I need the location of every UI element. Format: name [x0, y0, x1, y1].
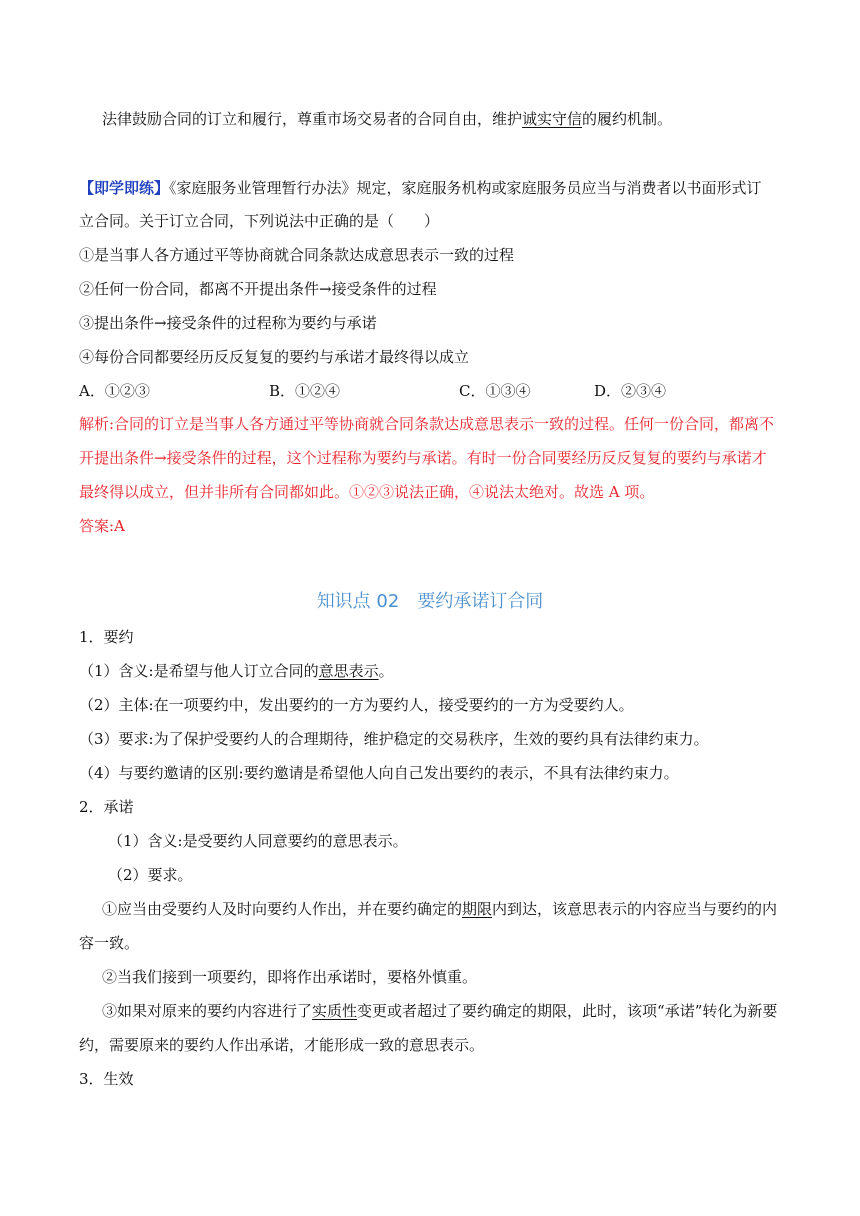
offer-definition-end: 。	[378, 662, 394, 680]
requirement-3-term: 实质性	[312, 1002, 358, 1020]
analysis-line-2: 开提出条件→接受条件的过程，这个过程称为要约与承诺。有时一份合同要经历反反复复的要约与承诺才	[79, 449, 767, 467]
requirement-3-line-2: 约，需要原来的要约人作出承诺，才能形成一致的意思表示。	[79, 1036, 485, 1054]
effect-title: 3．生效	[79, 1070, 134, 1088]
intro-underlined-term: 诚实守信	[522, 110, 583, 128]
acceptance-requirement: （2）要求。	[108, 866, 193, 884]
answer-line: 答案:A	[79, 517, 125, 535]
intro-text-end: 的履约机制。	[582, 110, 673, 128]
exercise-item-1: ①是当事人各方通过平等协商就合同条款达成意思表示一致的过程	[79, 246, 515, 264]
intro-paragraph	[102, 108, 672, 130]
requirement-3-text: ③如果对原来的要约内容进行了	[102, 1002, 313, 1020]
option-d: D．②③④	[594, 382, 667, 400]
requirement-2: ②当我们接到一项要约，即将作出承诺时，要格外慎重。	[102, 968, 478, 986]
exercise-item-2: ②任何一份合同，都离不开提出条件→接受条件的过程	[79, 280, 437, 298]
offer-definition-text: （1）含义:是希望与他人订立合同的	[79, 662, 319, 680]
exercise-question-text-1: 《家庭服务业管理暂行办法》规定，家庭服务机构或家庭服务员应当与消费者以书面形式订	[169, 179, 762, 197]
offer-definition-term: 意思表示	[318, 662, 379, 680]
option-b: B．①②④	[269, 382, 341, 400]
option-a: A．①②③	[79, 382, 150, 400]
requirement-3-text-end: 变更或者超过了要约确定的期限，此时，该项“承诺”转化为新要	[357, 1002, 778, 1020]
exercise-question-line-2: 立合同。关于订立合同，下列说法中正确的是（ ）	[79, 212, 440, 230]
analysis-line-3: 最终得以成立，但并非所有合同都如此。①②③说法正确，④说法太绝对。故选 A 项。	[79, 483, 655, 501]
intro-text: 法律鼓励合同的订立和履行，尊重市场交易者的合同自由，维护	[102, 110, 523, 128]
offer-difference: （4）与要约邀请的区别:要约邀请是希望他人向自己发出要约的表示，不具有法律约束力。	[79, 764, 679, 782]
exercise-tag: 【即学即练】	[79, 179, 170, 197]
exercise-item-3: ③提出条件→接受条件的过程称为要约与承诺	[79, 314, 377, 332]
requirement-1-text: ①应当由受要约人及时向要约人作出，并在要约确定的	[102, 900, 463, 918]
requirement-1-text-end: 内到达，该意思表示的内容应当与要约的内	[492, 900, 778, 918]
offer-definition	[79, 660, 394, 682]
acceptance-title: 2．承诺	[79, 798, 134, 816]
requirement-1-line-2: 容一致。	[79, 934, 140, 952]
offer-subject: （2）主体:在一项要约中，发出要约的一方为要约人，接受要约的一方为受要约人。	[79, 696, 634, 714]
requirement-1-line-1	[102, 898, 777, 920]
exercise-question-line-1	[79, 177, 762, 199]
acceptance-definition: （1）含义:是受要约人同意要约的意思表示。	[108, 832, 408, 850]
requirement-3-line-1	[102, 1000, 777, 1022]
option-c: C．①③④	[459, 382, 531, 400]
exercise-item-4: ④每份合同都要经历反反复复的要约与承诺才最终得以成立	[79, 348, 470, 366]
section-heading: 知识点 02 要约承诺订合同	[316, 591, 544, 612]
requirement-1-term: 期限	[462, 900, 493, 918]
offer-requirement: （3）要求:为了保护受要约人的合理期待，维护稳定的交易秩序，生效的要约具有法律约束力。	[79, 730, 709, 748]
offer-title: 1．要约	[79, 628, 134, 646]
analysis-line-1: 解析:合同的订立是当事人各方通过平等协商就合同条款达成意思表示一致的过程。任何一份合同，都离不	[79, 415, 775, 433]
